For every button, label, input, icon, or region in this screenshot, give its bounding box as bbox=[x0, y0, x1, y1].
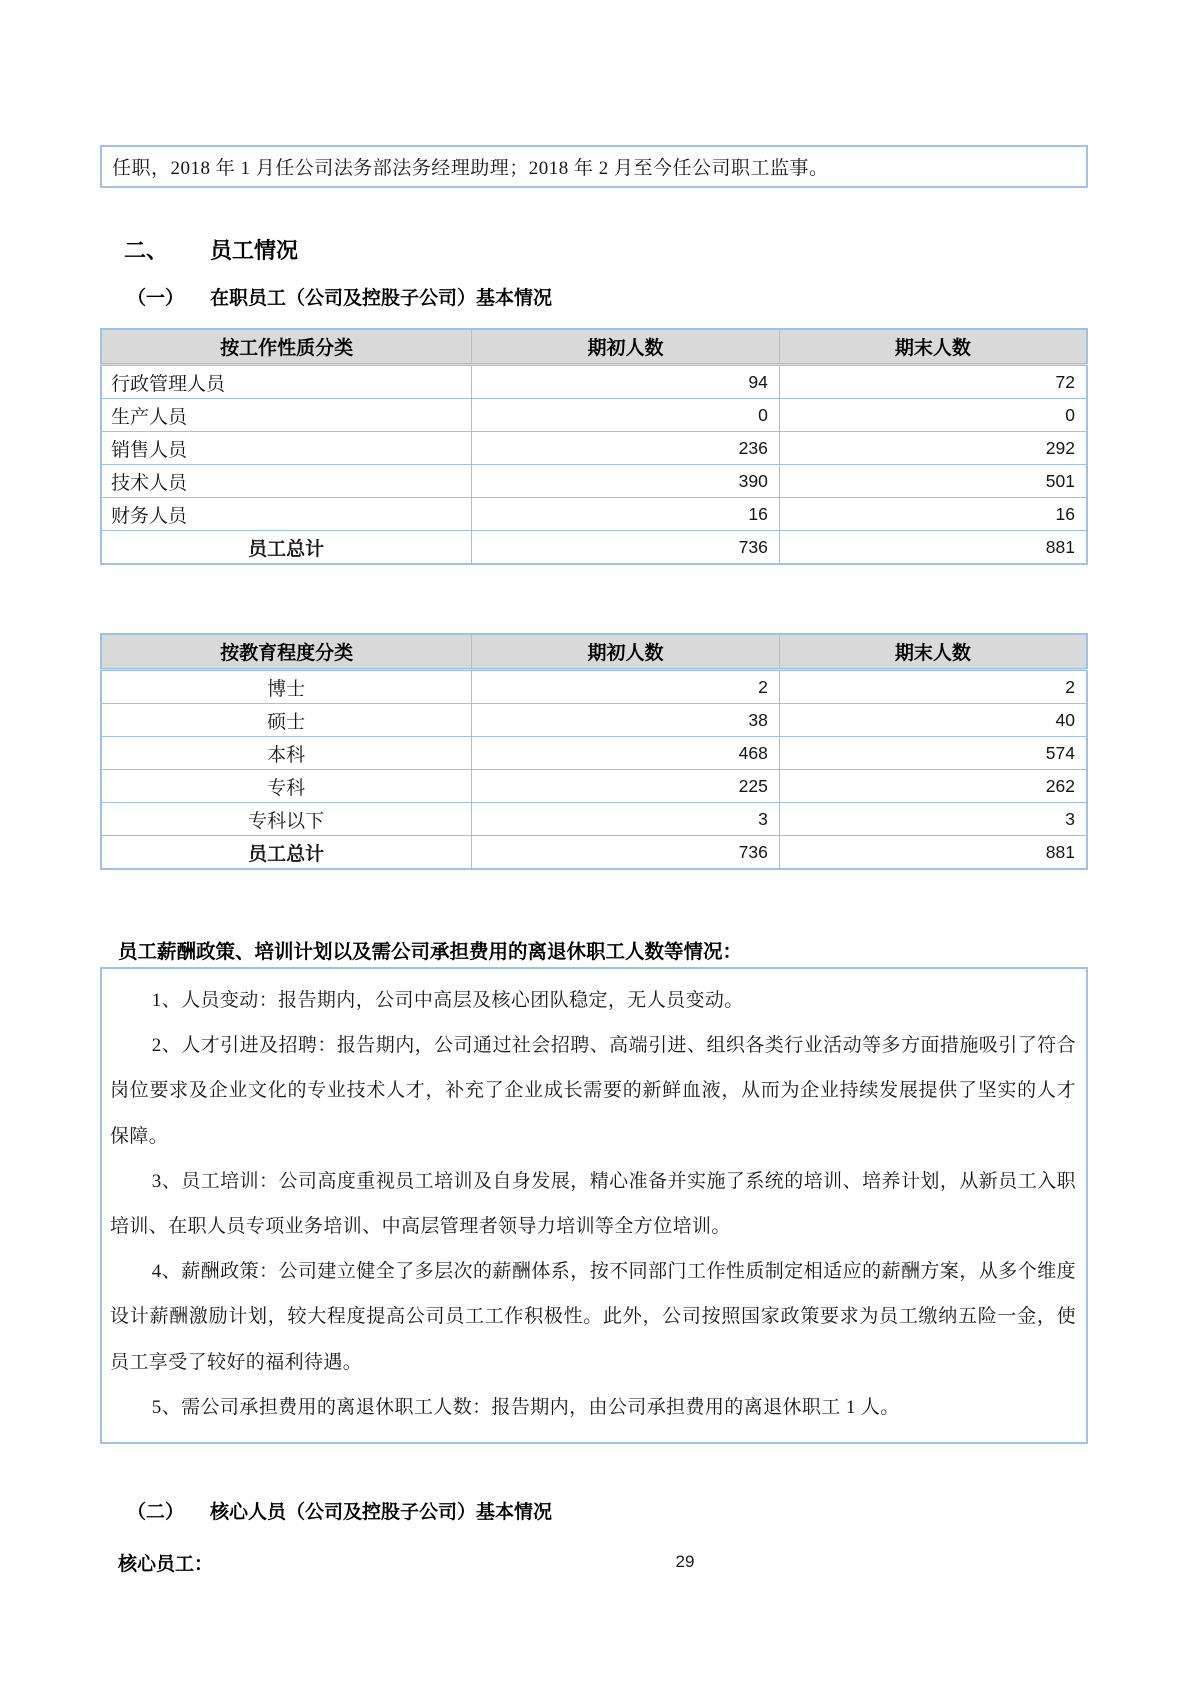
category-cell: 专科以下 bbox=[101, 803, 472, 836]
total-end-count-cell: 881 bbox=[779, 531, 1087, 565]
table-row bbox=[101, 737, 1087, 770]
page-number: 29 bbox=[675, 1552, 695, 1571]
end-count-cell: 72 bbox=[779, 365, 1087, 399]
subsection-1-number: （一） bbox=[127, 288, 185, 309]
document-content bbox=[100, 0, 1088, 1576]
start-count-cell: 2 bbox=[472, 670, 780, 704]
policy-heading: 员工薪酬政策、培训计划以及需公司承担费用的离退休职工人数等情况： bbox=[118, 941, 743, 963]
core-staff-label: 核心员工： bbox=[118, 1554, 214, 1575]
end-count-cell: 292 bbox=[779, 432, 1087, 465]
start-count-cell: 3 bbox=[472, 803, 780, 836]
subsection-1-heading bbox=[100, 286, 1088, 311]
start-count-cell: 94 bbox=[472, 365, 780, 399]
table-row bbox=[101, 498, 1087, 531]
table-row bbox=[101, 365, 1087, 399]
policy-paragraph: 2、人才引进及招聘：报告期内，公司通过社会招聘、高端引进、组织各类行业活动等多方面措施吸引了符合岗位要求及企业文化的专业技术人才，补充了企业成长需要的新鲜血液，从而为企业持续发展提供了坚实的人才保障。 bbox=[110, 1035, 1076, 1147]
employees-by-education-table bbox=[100, 633, 1088, 870]
table-row bbox=[101, 399, 1087, 432]
start-count-cell: 225 bbox=[472, 770, 780, 803]
total-start-count-cell: 736 bbox=[472, 836, 780, 870]
start-count-cell: 0 bbox=[472, 399, 780, 432]
top-note-text: 任职，2018 年 1 月任公司法务部法务经理助理；2018 年 2 月至今任公司职工监事。 bbox=[112, 158, 829, 179]
table-row bbox=[101, 465, 1087, 498]
section-title: 员工情况 bbox=[210, 238, 299, 263]
column-header-start-count: 期初人数 bbox=[472, 634, 780, 670]
total-label-cell: 员工总计 bbox=[101, 531, 472, 565]
subsection-2-number: （二） bbox=[127, 1502, 185, 1523]
category-cell: 博士 bbox=[101, 670, 472, 704]
column-header-category: 按工作性质分类 bbox=[101, 329, 472, 365]
category-cell: 硕士 bbox=[101, 704, 472, 737]
end-count-cell: 3 bbox=[779, 803, 1087, 836]
section-number: 二、 bbox=[124, 238, 169, 263]
policy-paragraph: 3、员工培训：公司高度重视员工培训及自身发展，精心准备并实施了系统的培训、培养计划，从新员工入职培训、在职人员专项业务培训、中高层管理者领导力培训等全方位培训。 bbox=[110, 1170, 1076, 1238]
end-count-cell: 16 bbox=[779, 498, 1087, 531]
start-count-cell: 38 bbox=[472, 704, 780, 737]
column-header-end-count: 期末人数 bbox=[779, 329, 1087, 365]
column-header-end-count: 期末人数 bbox=[779, 634, 1087, 670]
start-count-cell: 468 bbox=[472, 737, 780, 770]
table-row bbox=[101, 803, 1087, 836]
total-end-count-cell: 881 bbox=[779, 836, 1087, 870]
policy-paragraph: 1、人员变动：报告期内，公司中高层及核心团队稳定，无人员变动。 bbox=[151, 990, 744, 1011]
start-count-cell: 390 bbox=[472, 465, 780, 498]
section-heading bbox=[100, 237, 1088, 265]
policy-box bbox=[100, 967, 1088, 1444]
column-header-category: 按教育程度分类 bbox=[101, 634, 472, 670]
table-row bbox=[101, 432, 1087, 465]
subsection-1-title: 在职员工（公司及控股子公司）基本情况 bbox=[210, 288, 553, 309]
table-total-row bbox=[101, 531, 1087, 565]
start-count-cell: 16 bbox=[472, 498, 780, 531]
category-cell: 本科 bbox=[101, 737, 472, 770]
column-header-start-count: 期初人数 bbox=[472, 329, 780, 365]
end-count-cell: 574 bbox=[779, 737, 1087, 770]
category-cell: 生产人员 bbox=[101, 399, 472, 432]
start-count-cell: 236 bbox=[472, 432, 780, 465]
subsection-2-title: 核心人员（公司及控股子公司）基本情况 bbox=[210, 1502, 553, 1523]
category-cell: 财务人员 bbox=[101, 498, 472, 531]
table-row bbox=[101, 770, 1087, 803]
total-start-count-cell: 736 bbox=[472, 531, 780, 565]
category-cell: 行政管理人员 bbox=[101, 365, 472, 399]
table-row bbox=[101, 670, 1087, 704]
policy-paragraph: 5、需公司承担费用的离退休职工人数：报告期内，由公司承担费用的离退休职工 1 人。 bbox=[151, 1396, 900, 1418]
category-cell: 技术人员 bbox=[101, 465, 472, 498]
end-count-cell: 262 bbox=[779, 770, 1087, 803]
end-count-cell: 40 bbox=[779, 704, 1087, 737]
employees-by-job-table bbox=[100, 328, 1088, 565]
table-header-row bbox=[101, 329, 1087, 365]
table-total-row bbox=[101, 836, 1087, 870]
total-label-cell: 员工总计 bbox=[101, 836, 472, 870]
end-count-cell: 501 bbox=[779, 465, 1087, 498]
table-header-row bbox=[101, 634, 1087, 670]
end-count-cell: 2 bbox=[779, 670, 1087, 704]
table-row bbox=[101, 704, 1087, 737]
top-note-box bbox=[100, 145, 1088, 188]
category-cell: 销售人员 bbox=[101, 432, 472, 465]
category-cell: 专科 bbox=[101, 770, 472, 803]
subsection-2-heading bbox=[100, 1500, 1088, 1525]
policy-paragraph: 4、薪酬政策：公司建立健全了多层次的薪酬体系，按不同部门工作性质制定相适应的薪酬方案，从多个维度设计薪酬激励计划，较大程度提高公司员工工作积极性。此外，公司按照国家政策要求为员工缴纳五险一金，使员工享受了较好的福利待遇。 bbox=[110, 1261, 1076, 1373]
end-count-cell: 0 bbox=[779, 399, 1087, 432]
